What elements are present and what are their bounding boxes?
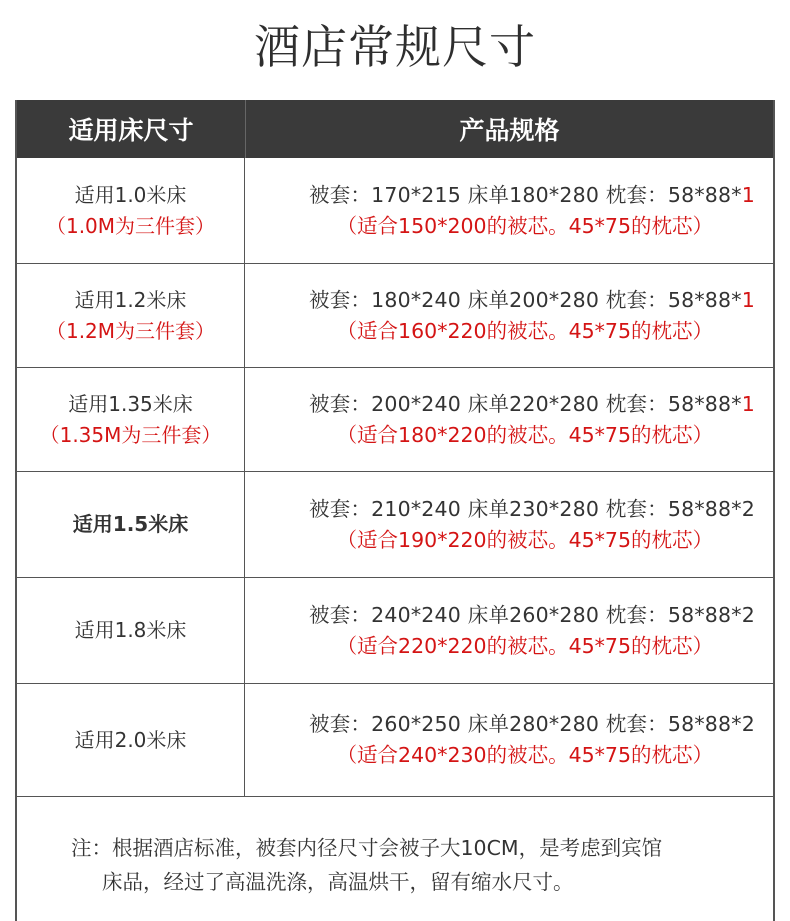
fit-note: （适合190*220的被芯。45*75的枕芯） xyxy=(336,527,713,552)
fit-note: （适合150*200的被芯。45*75的枕芯） xyxy=(336,213,713,238)
spec-line xyxy=(309,180,755,211)
pillow-count: 2 xyxy=(741,712,755,736)
footer-note-line-2: 床品，经过了高温洗涤，高温烘干，留有缩水尺寸。 xyxy=(102,870,574,894)
spec-line xyxy=(309,389,755,420)
bed-size-label: 适用1.8米床 xyxy=(74,618,187,642)
bed-set-note: （1.35M为三件套） xyxy=(39,422,222,447)
spec-text: 被套：200*240 床单220*280 枕套：58*88* xyxy=(309,391,742,416)
pillow-count: 1 xyxy=(741,182,755,207)
spec-cell xyxy=(245,684,773,796)
spec-cell xyxy=(245,264,773,367)
spec-cell xyxy=(245,158,773,263)
fit-note: （适合180*220的被芯。45*75的枕芯） xyxy=(336,422,713,447)
footer-note-line-1: 注：根据酒店标准，被套内径尺寸会被子大10CM，是考虑到宾馆 xyxy=(71,836,663,860)
spec-line xyxy=(309,600,755,631)
table-row xyxy=(17,578,773,684)
spec-text: 被套：210*240 床单230*280 枕套：58*88* xyxy=(309,496,742,521)
bed-size-cell xyxy=(17,264,245,367)
bed-size-cell xyxy=(17,472,245,577)
bed-size-label: 适用1.35米床 xyxy=(68,391,193,416)
bed-size-label: 适用2.0米床 xyxy=(74,727,187,752)
fit-note: （适合160*220的被芯。45*75的枕芯） xyxy=(336,318,713,343)
spec-text: 被套：260*250 床单280*280 枕套：58*88* xyxy=(309,712,742,736)
fit-note: （适合240*230的被芯。45*75的枕芯） xyxy=(336,743,713,767)
bed-size-label: 适用1.2米床 xyxy=(74,287,187,312)
spec-line xyxy=(309,494,755,525)
pillow-count: 1 xyxy=(741,391,755,416)
spec-text: 被套：170*215 床单180*280 枕套：58*88* xyxy=(309,182,742,207)
bed-set-note: （1.2M为三件套） xyxy=(45,318,216,343)
spec-cell xyxy=(245,472,773,577)
bed-size-label: 适用1.0米床 xyxy=(74,182,187,207)
bed-size-label: 适用1.5米床 xyxy=(72,512,189,536)
footer-note xyxy=(17,797,773,921)
bed-size-cell xyxy=(17,684,245,796)
spec-line xyxy=(309,709,755,740)
size-table xyxy=(15,100,775,921)
bed-size-cell xyxy=(17,158,245,263)
spec-line xyxy=(309,285,755,316)
fit-note: （适合220*220的被芯。45*75的枕芯） xyxy=(336,633,713,658)
table-row xyxy=(17,368,773,472)
spec-text: 被套：180*240 床单200*280 枕套：58*88* xyxy=(309,287,742,312)
bed-set-note: （1.0M为三件套） xyxy=(45,213,216,238)
table-row xyxy=(17,264,773,368)
spec-cell xyxy=(245,578,773,683)
spec-text: 被套：240*240 床单260*280 枕套：58*88* xyxy=(309,602,742,627)
bed-size-cell xyxy=(17,368,245,471)
table-row xyxy=(17,684,773,797)
table-header xyxy=(17,100,773,158)
header-product-spec: 产品规格 xyxy=(459,116,560,145)
pillow-count: 2 xyxy=(741,602,755,627)
table-row xyxy=(17,472,773,578)
bed-size-cell xyxy=(17,578,245,683)
table-row xyxy=(17,158,773,264)
page-title: 酒店常规尺寸 xyxy=(254,20,536,74)
pillow-count: 1 xyxy=(741,287,755,312)
pillow-count: 2 xyxy=(741,496,755,521)
spec-cell xyxy=(245,368,773,471)
header-bed-size: 适用床尺寸 xyxy=(17,100,246,158)
